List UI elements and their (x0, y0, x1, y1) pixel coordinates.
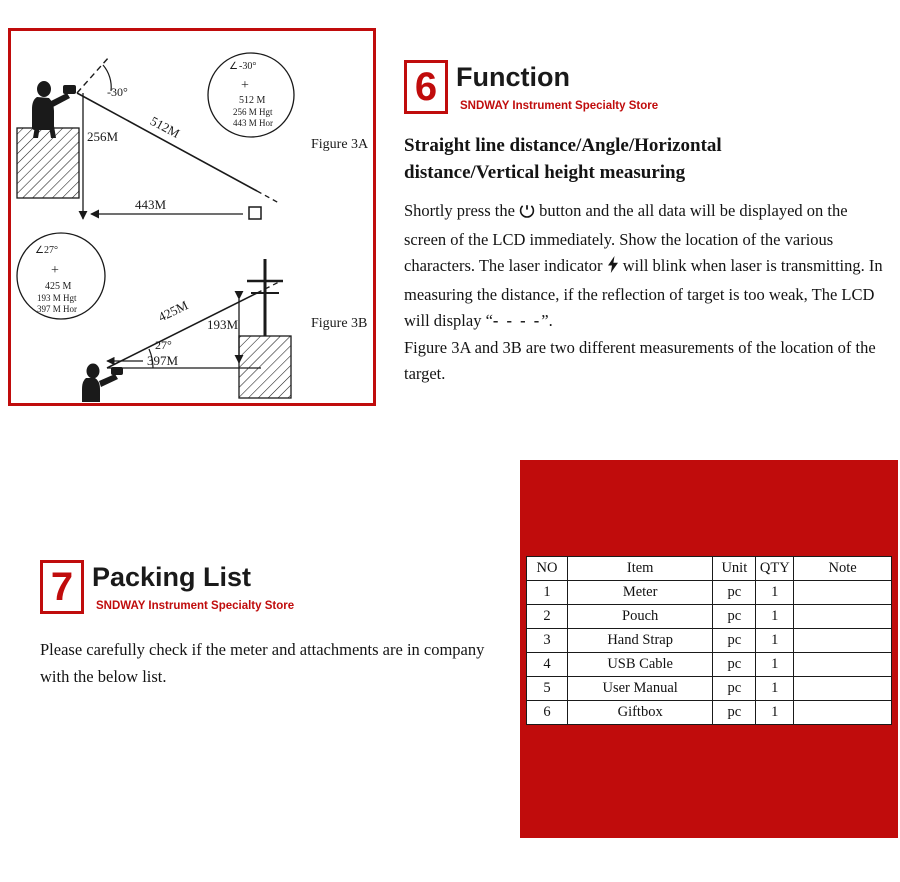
cell-qty: 1 (756, 605, 794, 629)
figure-3b-utility-pole (247, 259, 283, 336)
header-no: NO (527, 557, 568, 581)
header-qty: QTY (756, 557, 794, 581)
figure-3a-horizontal-label: 443M (135, 197, 167, 212)
section-function (404, 60, 890, 388)
cell-no: 3 (527, 629, 568, 653)
figure-3a-slope-extension (257, 191, 279, 203)
power-icon (519, 200, 535, 227)
cell-qty: 1 (756, 677, 794, 701)
body-text-1a: Shortly press the (404, 201, 515, 220)
section-function-subtitle (404, 132, 890, 186)
body-text-1d: ”. (541, 311, 553, 330)
function-paragraph-1 (404, 198, 890, 335)
cell-note (794, 629, 892, 653)
cell-item: USB Cable (567, 653, 712, 677)
figure-3a-display-plus: + (241, 78, 249, 93)
figure-3b-slope-extension (257, 282, 279, 293)
figure-3b-caption: Figure 3B (311, 316, 368, 331)
figure-3b-display-height: 193 M Hgt (37, 293, 77, 303)
header-note: Note (794, 557, 892, 581)
figure-3b-display-angle: 27° (44, 245, 58, 256)
cell-note (794, 605, 892, 629)
subtitle-line-2: distance/Vertical height measuring (404, 162, 686, 183)
section-function-brand: SNDWAY Instrument Specialty Store (460, 100, 659, 112)
cell-item: User Manual (567, 677, 712, 701)
figure-3a-slope-label: 512M (147, 113, 183, 141)
section-function-body (404, 198, 890, 388)
figure-3b-angle-label: 27° (155, 338, 172, 352)
section-packing-brand: SNDWAY Instrument Specialty Store (96, 600, 295, 612)
figure-3b-base-block (239, 336, 291, 398)
table-row (527, 677, 892, 701)
section-function-title: Function (456, 62, 570, 92)
figure-3a-caption: Figure 3A (311, 137, 369, 152)
figure-3b-display-horizontal: 397 M Hor (37, 304, 77, 314)
header-unit: Unit (713, 557, 756, 581)
section-packing-body (40, 636, 490, 690)
cell-note (794, 581, 892, 605)
cell-no: 6 (527, 701, 568, 725)
function-paragraph-2: Figure 3A and 3B are two different measurements of the location of the target. (404, 337, 876, 383)
table-row (527, 653, 892, 677)
cell-qty: 1 (756, 629, 794, 653)
figure-3a-display-height: 256 M Hgt (233, 107, 273, 117)
cell-item: Meter (567, 581, 712, 605)
packing-table (526, 556, 892, 725)
table-row (527, 701, 892, 725)
figure-3a-pedestal (17, 128, 79, 198)
figure-3a-angle-label: -30° (107, 85, 128, 99)
cell-unit: pc (713, 701, 756, 725)
subtitle-line-1: Straight line distance/Angle/Horizontal (404, 135, 722, 156)
cell-item: Giftbox (567, 701, 712, 725)
section-packing-title: Packing List (92, 562, 252, 592)
svg-text:∠: ∠ (229, 61, 238, 72)
cell-unit: pc (713, 581, 756, 605)
svg-text:∠: ∠ (35, 245, 44, 256)
figure-3b-horizontal-label: 397M (147, 353, 179, 368)
section-packing-number: 7 (50, 565, 74, 609)
cell-unit: pc (713, 605, 756, 629)
body-text-1b: button and the all data will be displayed on the screen of the LCD immediately. Show the location of the various characters. The laser indicator (404, 201, 848, 275)
figure-3b-lcd-display (17, 233, 105, 319)
figure-3b-display-distance: 425 M (45, 281, 72, 292)
figure-3a-lcd-display (208, 53, 294, 137)
cell-item: Pouch (567, 605, 712, 629)
figure-3a-display-angle: -30° (239, 61, 257, 72)
cell-unit: pc (713, 677, 756, 701)
cell-no: 2 (527, 605, 568, 629)
section-function-header (404, 60, 890, 122)
figure-3b-display-plus: + (51, 263, 59, 278)
figure-3a-target-marker (249, 207, 261, 219)
section-function-number-box (404, 60, 448, 114)
figure-3b-vertical-label: 193M (207, 317, 239, 332)
cell-unit: pc (713, 629, 756, 653)
cell-qty: 1 (756, 581, 794, 605)
measurement-figures-illustration (11, 31, 373, 403)
section-packing-number-box (40, 560, 84, 614)
cell-unit: pc (713, 653, 756, 677)
section-function-number: 6 (414, 65, 438, 109)
packing-table-header-row (527, 557, 892, 581)
figure-3b-person (82, 364, 123, 403)
cell-no: 5 (527, 677, 568, 701)
weak-signal-dashes: - - - - (492, 311, 542, 330)
packing-table-block (520, 460, 898, 838)
figure-3a-reference-line (77, 57, 109, 93)
header-item: Item (567, 557, 712, 581)
table-row (527, 629, 892, 653)
packing-paragraph: Please carefully check if the meter and attachments are in company with the below list. (40, 640, 485, 686)
cell-note (794, 653, 892, 677)
figure-3a-display-horizontal: 443 M Hor (233, 118, 273, 128)
cell-note (794, 701, 892, 725)
table-row (527, 581, 892, 605)
section-packing-header (40, 560, 490, 622)
cell-no: 1 (527, 581, 568, 605)
figure-3a-vertical-label: 256M (87, 129, 119, 144)
cell-qty: 1 (756, 701, 794, 725)
figure-3b-slope-label: 425M (155, 297, 191, 325)
cell-no: 4 (527, 653, 568, 677)
laser-bolt-icon (607, 255, 619, 282)
cell-qty: 1 (756, 653, 794, 677)
section-packing-list (40, 560, 490, 690)
cell-item: Hand Strap (567, 629, 712, 653)
cell-note (794, 677, 892, 701)
figure-3a-display-distance: 512 M (239, 95, 266, 106)
table-row (527, 605, 892, 629)
body-text-1c: will blink when laser is transmitting. In measuring the distance, if the reflection of target is too weak, The LCD will display “ (404, 256, 883, 330)
figure-panel (8, 28, 376, 406)
